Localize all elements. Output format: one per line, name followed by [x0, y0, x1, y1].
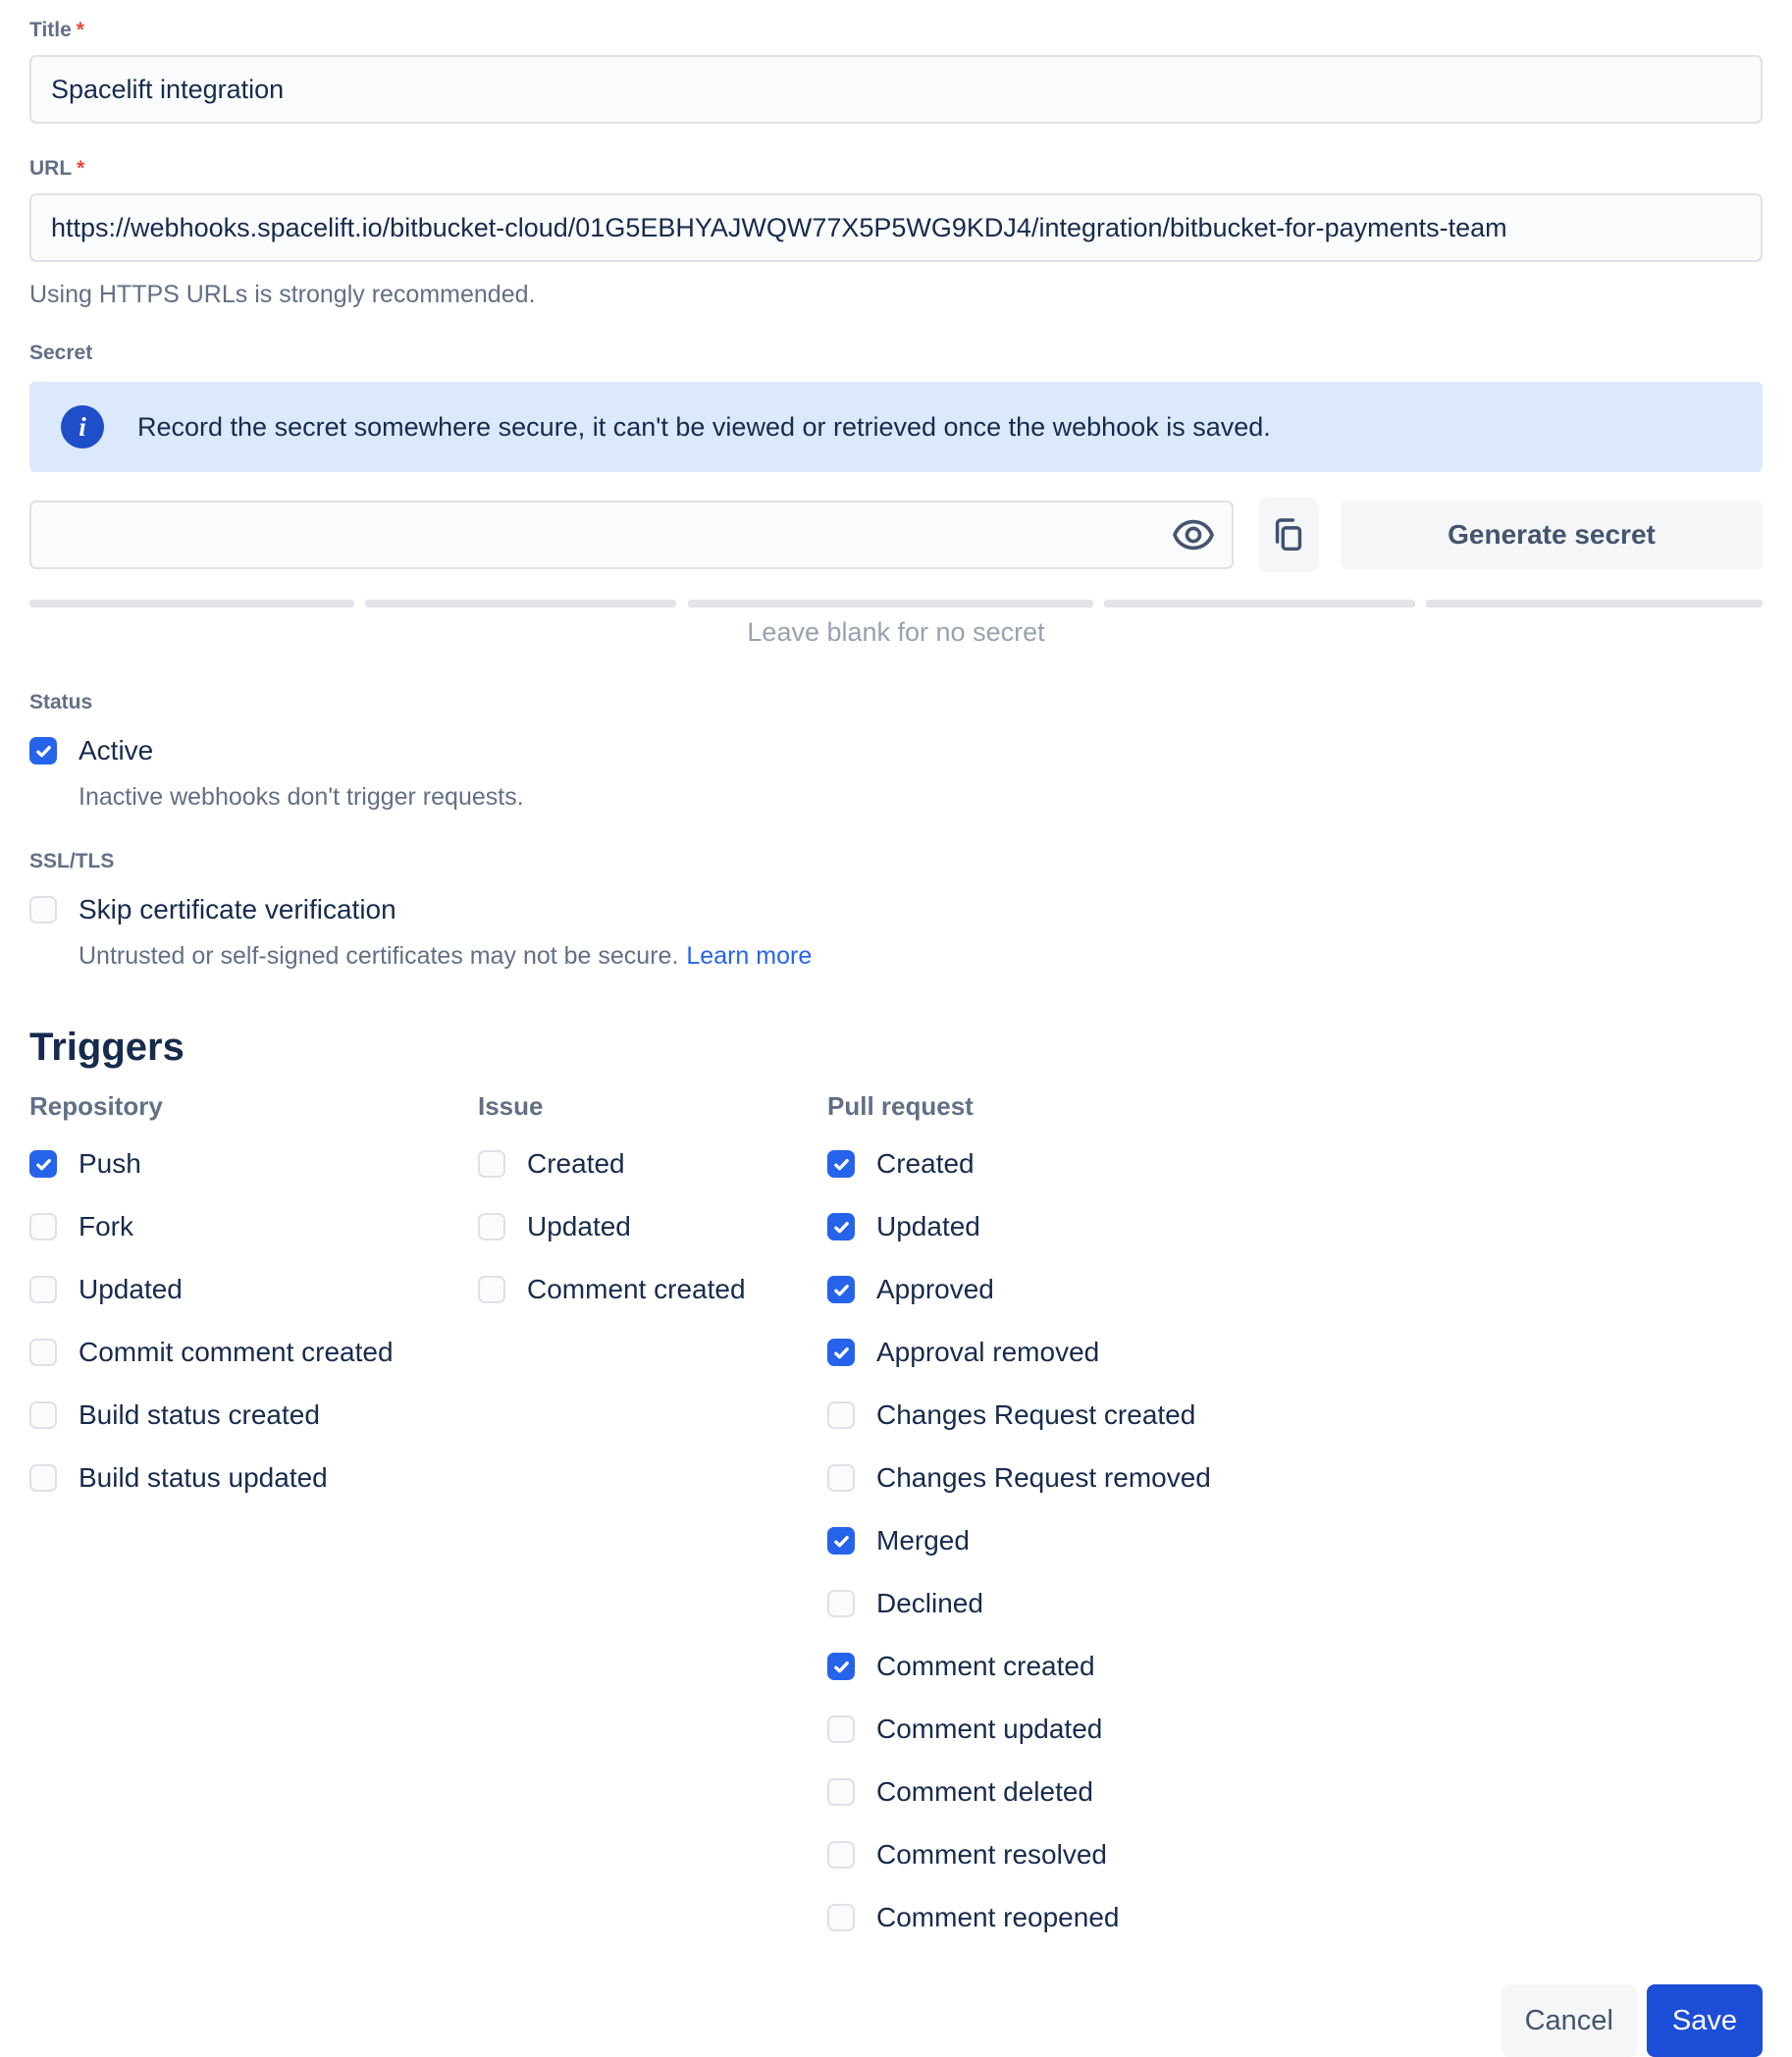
trigger-checkbox-label: Commit comment created [79, 1337, 394, 1367]
trigger-checkbox-label: Approval removed [876, 1337, 1100, 1367]
trigger-checkbox-label: Comment deleted [876, 1776, 1094, 1807]
trigger-checkbox-row[interactable] [827, 1761, 1763, 1823]
required-asterisk: * [77, 157, 85, 180]
trigger-checkbox[interactable] [29, 1464, 57, 1492]
trigger-checkbox-row[interactable] [827, 1195, 1763, 1258]
trigger-checkbox[interactable] [827, 1276, 855, 1303]
trigger-checkbox[interactable] [478, 1276, 505, 1303]
pull-request-column-header: Pull request [827, 1091, 974, 1121]
secret-field-label [29, 340, 1763, 366]
ssl-label-text: SSL/TLS [29, 850, 115, 872]
secret-input[interactable] [29, 501, 1234, 569]
skip-certificate-checkbox-row[interactable] [29, 894, 1763, 925]
trigger-checkbox-row[interactable] [827, 1698, 1763, 1761]
trigger-checkbox[interactable] [827, 1464, 855, 1492]
trigger-checkbox-label: Created [876, 1148, 975, 1179]
eye-icon [1171, 512, 1216, 557]
trigger-checkbox-label: Updated [527, 1211, 631, 1241]
check-icon [832, 1658, 851, 1676]
title-label-text: Title [29, 19, 72, 41]
trigger-checkbox-label: Approved [876, 1274, 994, 1304]
trigger-checkbox[interactable] [29, 1339, 57, 1366]
generate-secret-button[interactable]: Generate secret [1341, 501, 1763, 569]
trigger-checkbox-row[interactable] [29, 1258, 478, 1321]
required-asterisk: * [76, 19, 84, 41]
trigger-checkbox[interactable] [29, 1401, 57, 1429]
trigger-checkbox[interactable] [827, 1213, 855, 1240]
repository-trigger-list [29, 1133, 478, 1509]
trigger-checkbox-row[interactable] [827, 1258, 1763, 1321]
copy-secret-button[interactable] [1258, 498, 1319, 572]
status-help-text: Inactive webhooks don't trigger requests. [79, 783, 524, 811]
secret-label-text: Secret [29, 342, 93, 364]
check-icon [832, 1218, 851, 1237]
secret-info-text: Record the secret somewhere secure, it can't be viewed or retrieved once the webhook is saved. [137, 411, 1271, 442]
trigger-grid [29, 1093, 1763, 1949]
trigger-checkbox-row[interactable] [827, 1321, 1763, 1384]
divider-segment [365, 600, 676, 607]
url-help-text: Using HTTPS URLs is strongly recommended. [29, 281, 536, 308]
check-icon [832, 1344, 851, 1362]
title-field-label [29, 17, 1763, 43]
divider-segment [1426, 600, 1763, 607]
url-field-label [29, 155, 1763, 182]
trigger-checkbox-row[interactable] [29, 1384, 478, 1447]
triggers-heading: Triggers [29, 1026, 184, 1069]
ssl-section-label [29, 848, 1763, 874]
issue-trigger-list [478, 1133, 827, 1321]
trigger-checkbox-row[interactable] [827, 1823, 1763, 1886]
trigger-checkbox-row[interactable] [29, 1133, 478, 1195]
repository-column-header: Repository [29, 1091, 163, 1121]
secret-row [29, 498, 1763, 572]
trigger-checkbox-label: Updated [876, 1211, 980, 1241]
pull-request-column [827, 1093, 1763, 1949]
trigger-checkbox-row[interactable] [478, 1133, 827, 1195]
trigger-checkbox-row[interactable] [827, 1133, 1763, 1195]
trigger-checkbox-row[interactable] [478, 1195, 827, 1258]
save-button[interactable]: Save [1647, 1984, 1763, 2057]
secret-input-wrap [29, 501, 1234, 569]
ssl-help-text [79, 941, 1763, 972]
divider-segment [688, 600, 1093, 607]
trigger-checkbox-label: Comment resolved [876, 1839, 1107, 1870]
trigger-checkbox-row[interactable] [827, 1509, 1763, 1572]
trigger-checkbox[interactable] [29, 1213, 57, 1240]
divider-segments [29, 600, 1763, 607]
check-icon [34, 1155, 53, 1174]
issue-column [478, 1093, 827, 1321]
trigger-checkbox[interactable] [827, 1150, 855, 1178]
check-icon [832, 1155, 851, 1174]
active-checkbox-row[interactable] [29, 735, 1763, 766]
active-checkbox-label: Active [79, 735, 154, 765]
trigger-checkbox-label: Changes Request created [876, 1399, 1196, 1430]
repository-column [29, 1093, 478, 1509]
pull-request-trigger-list [827, 1133, 1763, 1949]
skip-certificate-checkbox-label: Skip certificate verification [79, 894, 396, 924]
trigger-checkbox-row[interactable] [827, 1447, 1763, 1509]
ssl-help-inner: Untrusted or self-signed certificates may not be secure. [79, 942, 679, 970]
trigger-checkbox-row[interactable] [29, 1321, 478, 1384]
info-icon: i [61, 405, 104, 448]
trigger-checkbox[interactable] [827, 1339, 855, 1366]
trigger-checkbox[interactable] [29, 1150, 57, 1178]
trigger-checkbox-row[interactable] [29, 1447, 478, 1509]
trigger-checkbox-label: Push [79, 1148, 141, 1179]
trigger-checkbox[interactable] [827, 1904, 855, 1931]
learn-more-link[interactable]: Learn more [686, 942, 813, 970]
footer-actions [29, 1984, 1763, 2057]
secret-info-banner [29, 382, 1763, 472]
check-icon [832, 1281, 851, 1299]
trigger-checkbox-label: Fork [79, 1211, 133, 1241]
trigger-checkbox-row[interactable] [478, 1258, 827, 1321]
trigger-checkbox[interactable] [827, 1527, 855, 1555]
trigger-checkbox-label: Declined [876, 1588, 983, 1618]
skip-certificate-checkbox[interactable] [29, 896, 57, 923]
trigger-checkbox-label: Build status updated [79, 1462, 328, 1493]
status-label-text: Status [29, 691, 93, 713]
trigger-checkbox[interactable] [827, 1778, 855, 1806]
active-checkbox[interactable] [29, 737, 57, 765]
trigger-checkbox-label: Changes Request removed [876, 1462, 1211, 1493]
issue-column-header: Issue [478, 1091, 544, 1121]
check-icon [832, 1532, 851, 1551]
trigger-checkbox[interactable] [827, 1401, 855, 1429]
secret-hint-text: Leave blank for no secret [747, 617, 1045, 647]
trigger-checkbox[interactable] [827, 1715, 855, 1743]
trigger-checkbox-label: Created [527, 1148, 625, 1179]
trigger-checkbox[interactable] [29, 1276, 57, 1303]
trigger-checkbox-label: Comment created [527, 1274, 746, 1304]
trigger-checkbox-row[interactable] [827, 1886, 1763, 1949]
divider-segment [29, 600, 354, 607]
copy-icon [1269, 515, 1308, 554]
trigger-checkbox-row[interactable] [827, 1572, 1763, 1635]
trigger-checkbox-label: Comment reopened [876, 1902, 1120, 1932]
trigger-checkbox-label: Merged [876, 1525, 970, 1556]
trigger-checkbox-label: Updated [79, 1274, 183, 1304]
trigger-checkbox[interactable] [827, 1590, 855, 1617]
trigger-checkbox-row[interactable] [29, 1195, 478, 1258]
trigger-checkbox-label: Comment updated [876, 1714, 1103, 1744]
cancel-button[interactable]: Cancel [1502, 1984, 1637, 2057]
trigger-checkbox[interactable] [827, 1653, 855, 1680]
trigger-checkbox-label: Comment created [876, 1651, 1095, 1681]
check-icon [34, 742, 53, 761]
status-section-label [29, 689, 1763, 715]
trigger-checkbox-label: Build status created [79, 1399, 320, 1430]
trigger-checkbox[interactable] [478, 1150, 505, 1178]
url-label-text: URL [29, 157, 73, 180]
title-input[interactable] [29, 55, 1763, 124]
reveal-secret-button[interactable] [1169, 510, 1218, 559]
url-input[interactable] [29, 193, 1763, 262]
divider-segment [1104, 600, 1415, 607]
trigger-checkbox[interactable] [478, 1213, 505, 1240]
trigger-checkbox-row[interactable] [827, 1384, 1763, 1447]
trigger-checkbox[interactable] [827, 1841, 855, 1869]
trigger-checkbox-row[interactable] [827, 1635, 1763, 1698]
